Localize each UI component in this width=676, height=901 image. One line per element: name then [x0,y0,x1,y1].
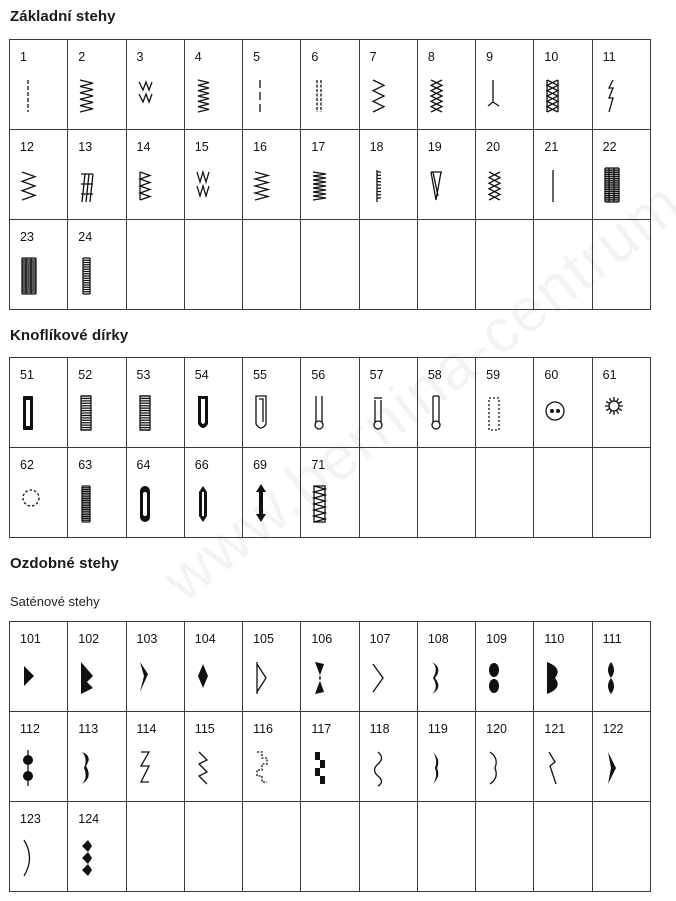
stitch-13-icon [77,166,101,206]
stitch-number: 114 [136,722,157,736]
stitch-20-icon [485,166,509,206]
stitch-3-icon [136,76,160,116]
stitch-number: 108 [427,632,449,646]
basic-stitch-cell-empty [417,220,475,310]
stitch-113-icon [77,748,101,788]
stitch-number: 16 [253,140,267,154]
stitch-55-icon [252,394,276,434]
stitch-6-icon [310,76,334,116]
stitch-105-icon [252,658,276,698]
basic-stitch-cell-13 [68,130,126,220]
basic-stitch-cell-3 [126,40,184,130]
stitch-102-icon [77,658,101,698]
stitch-number: 4 [194,50,202,64]
decorative-stitches-table [9,621,651,892]
stitch-21-icon [543,166,567,206]
basic-stitch-cell-17 [301,130,359,220]
decorative-stitch-cell-103 [126,622,184,712]
stitch-10-icon [543,76,567,116]
section-title-basic-stitches: Základní stehy [10,8,116,25]
stitch-111-icon [602,658,626,698]
stitch-12-icon [19,166,43,206]
stitch-number: 3 [136,50,144,64]
basic-stitch-row [10,40,651,130]
basic-stitch-cell-2 [68,40,126,130]
stitch-number: 103 [136,632,158,646]
stitch-number: 20 [486,140,501,154]
decorative-stitch-cell-114 [126,712,184,802]
decorative-stitch-cell-empty [534,802,592,892]
decorative-stitch-cell-empty [184,802,242,892]
basic-stitch-cell-14 [126,130,184,220]
stitch-number: 11 [602,50,616,64]
stitch-number: 55 [253,368,267,382]
basic-stitch-cell-20 [476,130,534,220]
stitch-11-icon [602,76,626,116]
stitch-number: 59 [486,368,501,382]
decorative-stitch-cell-123 [10,802,68,892]
basic-stitch-cell-10 [534,40,592,130]
stitch-number: 71 [311,458,326,472]
stitch-number: 12 [20,140,34,154]
decorative-stitch-cell-empty [359,802,417,892]
stitch-number: 18 [369,140,384,154]
decorative-stitch-cell-104 [184,622,242,712]
stitch-number: 115 [194,722,215,736]
basic-stitch-row [10,220,651,310]
stitch-57-icon [369,394,393,434]
stitch-number: 1 [20,50,27,64]
buttonhole-cell-57 [359,358,417,448]
buttonhole-cell-64 [126,448,184,538]
buttonhole-cell-empty [359,448,417,538]
basic-stitch-cell-16 [243,130,301,220]
stitch-122-icon [602,748,626,788]
decorative-stitch-cell-111 [592,622,650,712]
stitch-number: 24 [78,230,93,244]
stitch-number: 8 [427,50,435,64]
stitch-number: 106 [311,632,333,646]
stitch-61-icon [602,394,626,434]
stitch-number: 19 [427,140,442,154]
stitch-22-icon [602,166,626,206]
stitch-number: 104 [194,632,216,646]
decorative-stitch-cell-108 [417,622,475,712]
stitch-number: 54 [194,368,209,382]
stitch-64-icon [136,484,160,524]
basic-stitch-cell-11 [592,40,650,130]
stitch-124-icon [77,838,101,878]
stitch-number: 102 [78,632,100,646]
stitch-number: 111 [602,632,622,646]
stitch-53-icon [136,394,160,434]
decorative-stitch-row [10,802,651,892]
stitch-number: 124 [78,812,100,826]
stitch-15-icon [194,166,218,206]
basic-stitch-cell-7 [359,40,417,130]
stitch-number: 5 [253,50,261,64]
stitch-103-icon [136,658,160,698]
buttonhole-cell-66 [184,448,242,538]
decorative-stitch-cell-101 [10,622,68,712]
stitch-106-icon [310,658,334,698]
basic-stitch-cell-empty [534,220,592,310]
stitch-8-icon [427,76,451,116]
stitch-63-icon [77,484,101,524]
stitch-number: 112 [20,722,40,736]
buttonhole-row [10,448,651,538]
stitch-number: 116 [253,722,273,736]
section-subtitle-satin-stitches: Saténové stehy [10,594,100,609]
stitch-54-icon [194,394,218,434]
decorative-stitch-cell-105 [243,622,301,712]
stitch-number: 15 [194,140,209,154]
buttonhole-cell-63 [68,448,126,538]
buttonhole-cell-62 [10,448,68,538]
stitch-108-icon [427,658,451,698]
basic-stitch-row [10,130,651,220]
stitch-69-icon [252,484,276,524]
basic-stitch-cell-12 [10,130,68,220]
stitch-number: 57 [369,368,384,382]
decorative-stitch-cell-118 [359,712,417,802]
stitch-number: 64 [136,458,151,472]
basic-stitch-cell-21 [534,130,592,220]
stitch-number: 56 [311,368,326,382]
decorative-stitch-cell-107 [359,622,417,712]
stitch-number: 6 [311,50,319,64]
stitch-112-icon [19,748,43,788]
basic-stitch-cell-8 [417,40,475,130]
stitch-60-icon [543,394,567,434]
stitch-24-icon [77,256,101,296]
stitch-number: 10 [544,50,559,64]
stitch-number: 61 [602,368,617,382]
stitch-number: 123 [20,812,41,826]
basic-stitch-cell-empty [126,220,184,310]
basic-stitch-cell-23 [10,220,68,310]
buttonhole-cell-55 [243,358,301,448]
stitch-number: 62 [20,458,34,472]
stitch-110-icon [543,658,567,698]
buttonhole-cell-empty [476,448,534,538]
stitch-116-icon [252,748,276,788]
buttonhole-cell-58 [417,358,475,448]
stitch-number: 21 [544,140,559,154]
buttonhole-cell-empty [417,448,475,538]
decorative-stitch-cell-109 [476,622,534,712]
stitch-number: 120 [486,722,507,736]
buttonhole-cell-59 [476,358,534,448]
basic-stitch-cell-empty [592,220,650,310]
stitch-104-icon [194,658,218,698]
buttonhole-cell-56 [301,358,359,448]
stitch-71-icon [310,484,334,524]
basic-stitches-table [9,39,651,310]
stitch-number: 105 [253,632,274,646]
stitch-115-icon [194,748,218,788]
stitch-23-icon [19,256,43,296]
basic-stitch-cell-15 [184,130,242,220]
stitch-117-icon [310,748,334,788]
decorative-stitch-cell-106 [301,622,359,712]
basic-stitch-cell-19 [417,130,475,220]
decorative-stitch-cell-113 [68,712,126,802]
stitch-58-icon [427,394,451,434]
stitch-number: 69 [253,458,267,472]
basic-stitch-cell-4 [184,40,242,130]
stitch-4-icon [194,76,218,116]
stitch-118-icon [369,748,393,788]
stitch-18-icon [369,166,393,206]
buttonhole-cell-53 [126,358,184,448]
stitch-number: 121 [544,722,566,736]
stitch-number: 107 [369,632,391,646]
decorative-stitch-cell-122 [592,712,650,802]
stitch-number: 66 [194,458,209,472]
decorative-stitch-cell-112 [10,712,68,802]
decorative-stitch-cell-110 [534,622,592,712]
stitch-number: 17 [311,140,326,154]
stitch-1-icon [19,76,43,116]
stitch-101-icon [19,658,43,698]
buttonhole-cell-51 [10,358,68,448]
stitch-5-icon [252,76,276,116]
buttonhole-cell-71 [301,448,359,538]
stitch-19-icon [427,166,451,206]
stitch-number: 14 [136,140,151,154]
stitch-56-icon [310,394,334,434]
stitch-number: 110 [544,632,565,646]
stitch-number: 60 [544,368,559,382]
decorative-stitch-cell-empty [243,802,301,892]
stitch-66-icon [194,484,218,524]
stitch-number: 2 [78,50,86,64]
decorative-stitch-cell-empty [476,802,534,892]
basic-stitch-cell-empty [359,220,417,310]
stitch-number: 13 [78,140,93,154]
stitch-number: 53 [136,368,151,382]
buttonhole-cell-61 [592,358,650,448]
decorative-stitch-row [10,622,651,712]
decorative-stitch-cell-121 [534,712,592,802]
basic-stitch-cell-6 [301,40,359,130]
decorative-stitch-cell-124 [68,802,126,892]
stitch-119-icon [427,748,451,788]
stitch-number: 119 [427,722,448,736]
stitch-number: 63 [78,458,93,472]
stitch-number: 122 [602,722,624,736]
stitch-120-icon [485,748,509,788]
buttonhole-cell-empty [592,448,650,538]
basic-stitch-cell-empty [243,220,301,310]
stitch-59-icon [485,394,509,434]
basic-stitch-cell-22 [592,130,650,220]
basic-stitch-cell-9 [476,40,534,130]
basic-stitch-cell-5 [243,40,301,130]
basic-stitch-cell-1 [10,40,68,130]
stitch-121-icon [543,748,567,788]
decorative-stitch-cell-empty [126,802,184,892]
stitch-number: 23 [20,230,34,244]
stitch-number: 51 [20,368,34,382]
stitch-number: 22 [602,140,617,154]
stitch-9-icon [485,76,509,116]
stitch-number: 113 [78,722,99,736]
stitch-51-icon [19,394,43,434]
section-title-buttonholes: Knoflíkové dírky [10,327,129,344]
buttonhole-cell-52 [68,358,126,448]
stitch-number: 9 [486,50,494,64]
stitch-2-icon [77,76,101,116]
basic-stitch-cell-empty [301,220,359,310]
stitch-14-icon [136,166,160,206]
stitch-107-icon [369,658,393,698]
section-title-decorative-stitches: Ozdobné stehy [10,555,119,572]
basic-stitch-cell-18 [359,130,417,220]
decorative-stitch-cell-119 [417,712,475,802]
decorative-stitch-cell-120 [476,712,534,802]
decorative-stitch-cell-empty [301,802,359,892]
stitch-62-icon [19,484,43,524]
basic-stitch-cell-empty [476,220,534,310]
decorative-stitch-row [10,712,651,802]
decorative-stitch-cell-115 [184,712,242,802]
stitch-52-icon [77,394,101,434]
buttonholes-table [9,357,651,538]
stitch-number: 117 [311,722,332,736]
buttonhole-cell-69 [243,448,301,538]
stitch-number: 52 [78,368,93,382]
basic-stitch-cell-24 [68,220,126,310]
buttonhole-row [10,358,651,448]
stitch-109-icon [485,658,509,698]
basic-stitch-cell-empty [184,220,242,310]
stitch-number: 101 [20,632,41,646]
buttonhole-cell-54 [184,358,242,448]
decorative-stitch-cell-empty [417,802,475,892]
decorative-stitch-cell-empty [592,802,650,892]
stitch-number: 58 [427,368,442,382]
stitch-123-icon [19,838,43,878]
stitch-16-icon [252,166,276,206]
buttonhole-cell-empty [534,448,592,538]
stitch-114-icon [136,748,160,788]
stitch-number: 118 [369,722,390,736]
stitch-7-icon [369,76,393,116]
decorative-stitch-cell-102 [68,622,126,712]
buttonhole-cell-60 [534,358,592,448]
stitch-17-icon [310,166,334,206]
stitch-number: 109 [486,632,507,646]
stitch-number: 7 [369,50,377,64]
decorative-stitch-cell-116 [243,712,301,802]
decorative-stitch-cell-117 [301,712,359,802]
